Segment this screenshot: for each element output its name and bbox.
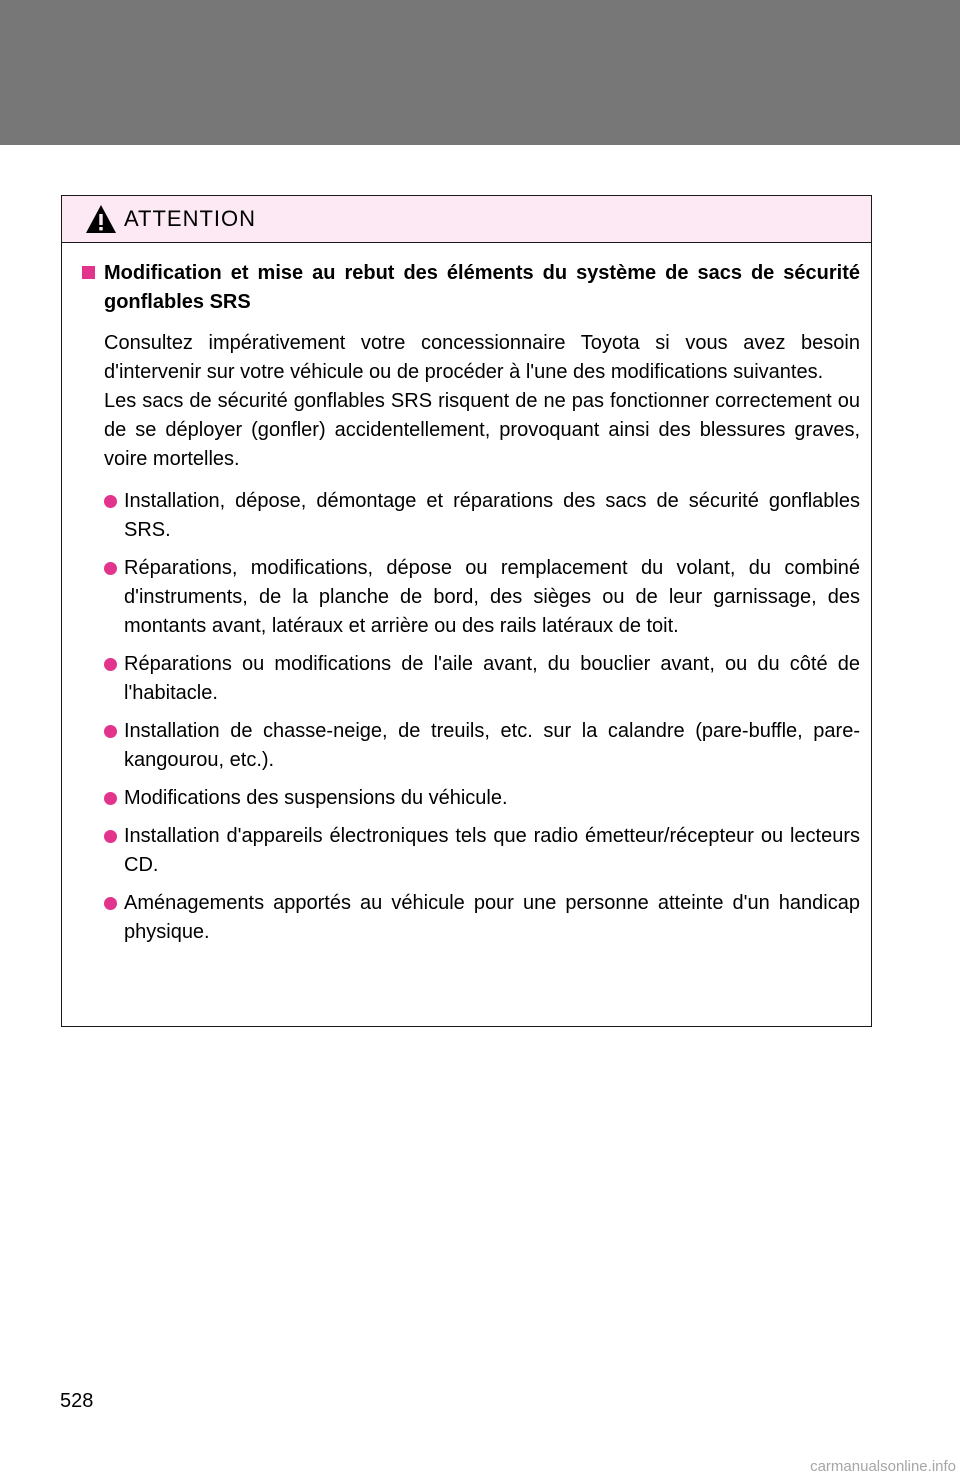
- intro-paragraph: [104, 329, 860, 474]
- top-band: [0, 0, 960, 145]
- list-item: [104, 717, 860, 775]
- bullet-dot-icon: [104, 725, 117, 738]
- bullet-dot-icon: [104, 495, 117, 508]
- list-item: [104, 487, 860, 545]
- list-item-text: Aménagements apportés au véhicule pour une personne atteinte d'un handicap physique.: [124, 892, 860, 943]
- list-item: [104, 650, 860, 708]
- list-item-text: Réparations, modifications, dépose ou remplacement du volant, du combiné d'instruments, de la planche de bord, des sièges ou de leur garnissage, des montants avant, latéraux et arrière ou des rails latéraux de toit.: [124, 557, 860, 637]
- bullet-dot-icon: [104, 897, 117, 910]
- warning-triangle-icon: [84, 203, 118, 235]
- list-item-text: Modifications des suspensions du véhicule.: [124, 787, 508, 809]
- list-item-text: Réparations ou modifications de l'aile avant, du bouclier avant, ou du côté de l'habitacle.: [124, 653, 860, 704]
- bullet-dot-icon: [104, 792, 117, 805]
- section-heading-row: [82, 259, 860, 317]
- bullet-dot-icon: [104, 562, 117, 575]
- attention-box: [61, 195, 872, 1027]
- watermark-link[interactable]: carmanualsonline.info: [810, 1458, 956, 1475]
- list-item: [104, 822, 860, 880]
- intro-text-2: Les sacs de sécurité gonflables SRS risquent de ne pas fonctionner correctement ou de se déployer (gonfler) accidentellement, provoquant ainsi des blessures graves, voire mortelles.: [104, 390, 860, 470]
- list-item-text: Installation, dépose, démontage et réparations des sacs de sécurité gonflables SRS.: [124, 490, 860, 541]
- list-item: [104, 889, 860, 947]
- bullet-list: [104, 487, 860, 947]
- attention-body: [62, 243, 871, 947]
- list-item-text: Installation de chasse-neige, de treuils, etc. sur la calandre (pare-buffle, pare-kangourou, etc.).: [124, 720, 860, 771]
- list-item: [104, 554, 860, 641]
- attention-header: [62, 196, 871, 243]
- bullet-dot-icon: [104, 658, 117, 671]
- intro-text-1: Consultez impérativement votre concessionnaire Toyota si vous avez besoin d'intervenir sur votre véhicule ou de procéder à l'une des modifications suivantes.: [104, 332, 860, 383]
- bullet-dot-icon: [104, 830, 117, 843]
- list-item: [104, 784, 860, 813]
- page-number: 528: [60, 1390, 94, 1412]
- list-item-text: Installation d'appareils électroniques tels que radio émetteur/récepteur ou lecteurs CD.: [124, 825, 860, 876]
- square-bullet-icon: [82, 266, 95, 279]
- section-heading: Modification et mise au rebut des éléments du système de sacs de sécurité gonflables SRS: [104, 262, 860, 313]
- attention-title: ATTENTION: [124, 206, 257, 231]
